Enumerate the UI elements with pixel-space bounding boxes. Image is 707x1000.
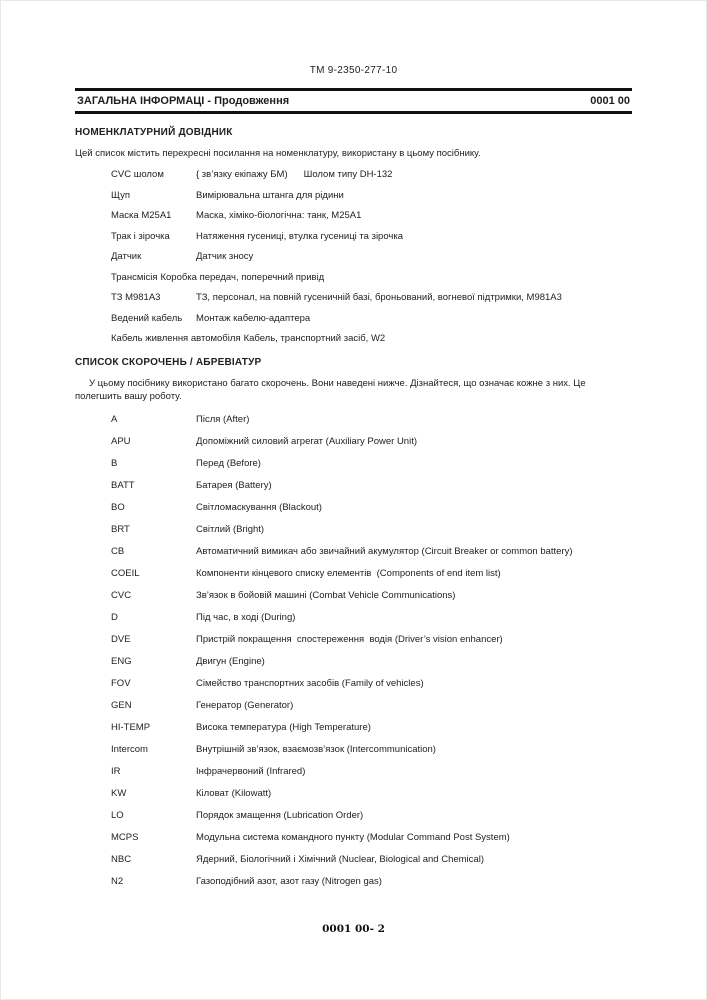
abbreviation-row — [111, 612, 632, 623]
nomenclature-row — [111, 169, 632, 180]
abbreviation-row — [111, 832, 632, 843]
abbreviation-meaning: Під час, в ході (During) — [196, 612, 296, 623]
abbreviation-meaning: Інфрачервоний (Infrared) — [196, 766, 306, 777]
abbreviation-row — [111, 524, 632, 535]
abbreviation-row — [111, 414, 632, 425]
abbreviations-list — [111, 414, 632, 887]
work-package-title-bar — [75, 88, 632, 114]
abbreviation-meaning: Допоміжний силовий агрегат (Auxiliary Power Unit) — [196, 436, 418, 447]
abbreviation-code: BO — [111, 502, 125, 513]
abbreviation-meaning: Автоматичний вимикач або звичайний акумулятор (Circuit Breaker or common battery) — [196, 546, 573, 557]
abbreviation-code: APU — [111, 436, 131, 447]
nomenclature-heading: НОМЕНКЛАТУРНИЙ ДОВІДНИК — [75, 127, 233, 138]
nomenclature-term: Трак і зірочка — [111, 230, 170, 242]
abbreviation-meaning: Генератор (Generator) — [196, 700, 294, 711]
abbreviation-code: Intercom — [111, 744, 148, 755]
nomenclature-definition: ТЗ, персонал, на повній гусеничній базі, броньований, вогневої підтримки, М981А3 — [196, 292, 562, 303]
abbreviation-row — [111, 788, 632, 799]
abbreviation-row — [111, 810, 632, 821]
abbreviation-code: COEIL — [111, 568, 140, 579]
abbreviation-code: FOV — [111, 678, 131, 689]
abbreviation-meaning: Кіловат (Kilowatt) — [196, 788, 272, 799]
abbreviation-row — [111, 700, 632, 711]
abbreviation-code: N2 — [111, 876, 124, 887]
page-title: ЗАГАЛЬНА ІНФОРМАЦІ - Продовження — [77, 95, 290, 107]
abbreviation-code: IR — [111, 766, 121, 777]
abbreviation-row — [111, 436, 632, 447]
abbreviation-row — [111, 458, 632, 469]
abbreviation-row — [111, 854, 632, 865]
abbreviation-code: BATT — [111, 480, 135, 491]
abbreviation-code: CVC — [111, 590, 132, 601]
nomenclature-term: Маска М25А1 — [111, 210, 172, 221]
nomenclature-definition: Монтаж кабелю-адаптера — [196, 312, 311, 324]
abbreviation-meaning: Сімейство транспортних засобів (Family of vehicles) — [196, 678, 424, 689]
abbreviation-code: D — [111, 612, 118, 623]
abbreviation-code: MCPS — [111, 832, 139, 843]
abbreviation-meaning: Газоподібний азот, азот газу (Nitrogen gas) — [196, 876, 382, 887]
abbreviation-row — [111, 656, 632, 667]
abbreviations-intro: У цьому посібнику використано багато скорочень. Вони наведені нижче. Дізнайтеся, що означає кожне з них. Це полегшить вашу роботу. — [75, 378, 586, 402]
nomenclature-row — [111, 251, 632, 262]
abbreviation-code: LO — [111, 810, 124, 821]
abbreviation-code: GEN — [111, 700, 132, 711]
abbreviation-meaning: Перед (Before) — [196, 458, 261, 469]
nomenclature-row — [111, 313, 632, 324]
abbreviation-row — [111, 480, 632, 491]
abbreviation-row — [111, 546, 632, 557]
nomenclature-definition: Коробка передач, поперечний привід — [160, 271, 325, 283]
abbreviation-row — [111, 502, 632, 513]
abbreviation-code: ENG — [111, 656, 132, 667]
nomenclature-row — [111, 231, 632, 242]
nomenclature-definition: Датчик зносу — [196, 251, 254, 262]
abbreviation-meaning: Внутрішній зв’язок, взаємозв’язок (Intercommunication) — [196, 744, 436, 755]
nomenclature-row — [111, 272, 632, 283]
abbreviation-code: NBC — [111, 854, 132, 865]
nomenclature-definition: Маска, хіміко-біологічна: танк, М25А1 — [196, 210, 362, 221]
page-content — [75, 1, 632, 898]
nomenclature-row — [111, 190, 632, 201]
nomenclature-term: Ведений кабель — [111, 312, 183, 324]
abbreviation-row — [111, 590, 632, 601]
nomenclature-definition: Вимірювальна штанга для рідини — [196, 189, 344, 201]
abbreviation-meaning: Після (After) — [196, 414, 250, 425]
abbreviation-code: BRT — [111, 524, 130, 535]
nomenclature-row — [111, 210, 632, 221]
nomenclature-definition: Кабель, транспортний засіб, W2 — [243, 333, 386, 344]
tm-number: TM 9-2350-277-10 — [309, 65, 398, 76]
page-number-footer: 0001 00- 2 — [322, 923, 385, 935]
abbreviation-meaning: Світломаскування (Blackout) — [196, 502, 322, 513]
abbreviation-meaning: Висока температура (High Temperature) — [196, 722, 371, 733]
abbreviation-row — [111, 678, 632, 689]
abbreviation-code: HI-TEMP — [111, 722, 151, 733]
abbreviation-row — [111, 876, 632, 887]
abbreviation-row — [111, 568, 632, 579]
abbreviation-row — [111, 744, 632, 755]
abbreviations-heading: СПИСОК СКОРОЧЕНЬ / АБРЕВІАТУР — [75, 357, 262, 368]
abbreviation-row — [111, 722, 632, 733]
nomenclature-term: CVC шолом — [111, 169, 164, 180]
nomenclature-row — [111, 333, 632, 344]
abbreviation-meaning: Порядок змащення (Lubrication Order) — [196, 810, 364, 821]
abbreviation-code: DVE — [111, 634, 131, 645]
abbreviation-row — [111, 766, 632, 777]
abbreviation-meaning: Пристрій покращення спостереження водія (Driver’s vision enhancer) — [196, 634, 503, 645]
nomenclature-definition: Натяження гусениці, втулка гусениці та зірочка — [196, 230, 404, 242]
nomenclature-definition: { зв’язку екіпажу БМ) — [196, 169, 288, 180]
abbreviation-meaning: Модульна система командного пункту (Modular Command Post System) — [196, 832, 510, 843]
abbreviation-meaning: Компоненти кінцевого списку елементів (Components of end item list) — [196, 568, 501, 579]
abbreviation-meaning: Батарея (Battery) — [196, 480, 272, 491]
abbreviation-code: KW — [111, 788, 127, 799]
abbreviation-code: B — [111, 458, 118, 469]
nomenclature-term: Щуп — [111, 189, 131, 201]
nomenclature-term: Трансмісія — [111, 271, 158, 283]
nomenclature-term: Кабель живлення автомобіля — [111, 333, 241, 344]
nomenclature-extra: Шолом типу DH-132 — [303, 169, 393, 180]
abbreviation-row — [111, 634, 632, 645]
abbreviation-code: A — [111, 414, 118, 425]
abbreviation-meaning: Зв’язок в бойовій машині (Combat Vehicle Communications) — [196, 590, 456, 601]
nomenclature-list — [111, 169, 632, 344]
nomenclature-intro: Цей список містить перехресні посилання на номенклатуру, використану в цьому посібнику. — [75, 148, 481, 159]
abbreviation-meaning: Ядерний, Біологічний і Хімічний (Nuclear, Biological and Chemical) — [196, 854, 484, 865]
abbreviation-meaning: Двигун (Engine) — [196, 656, 265, 667]
abbreviation-meaning: Світлий (Bright) — [196, 524, 265, 535]
nomenclature-term: ТЗ М981А3 — [111, 292, 161, 303]
nomenclature-term: Датчик — [111, 251, 142, 262]
abbreviation-code: CB — [111, 546, 125, 557]
nomenclature-row — [111, 292, 632, 303]
work-package-number: 0001 00 — [590, 95, 630, 107]
